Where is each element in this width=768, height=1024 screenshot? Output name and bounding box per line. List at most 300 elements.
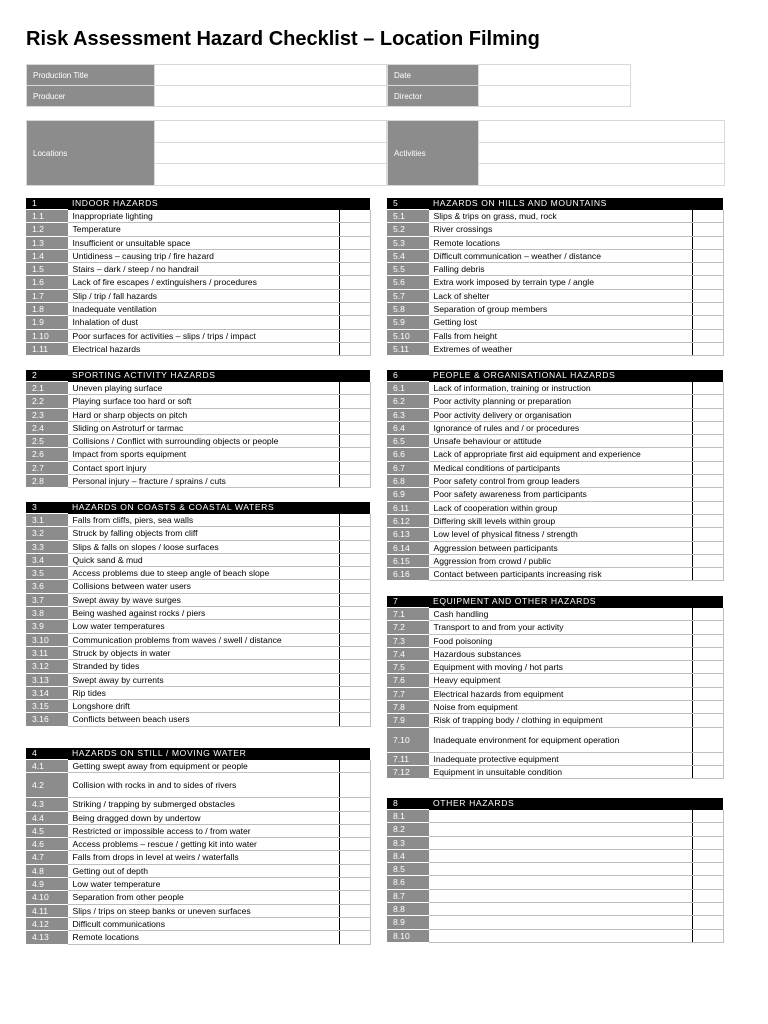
section-equipment-hazards xyxy=(387,596,724,779)
hazard-description: Equipment in unsuitable condition xyxy=(428,765,692,778)
hazard-check-cell[interactable] xyxy=(339,931,370,944)
section-header xyxy=(26,748,370,760)
hazard-row xyxy=(387,303,723,316)
hazard-description: Transport to and from your activity xyxy=(428,621,692,634)
hazard-check-cell[interactable] xyxy=(692,342,723,355)
hazard-description: Longshore drift xyxy=(67,700,339,713)
hazard-check-cell[interactable] xyxy=(692,621,723,634)
section-title: SPORTING ACTIVITY HAZARDS xyxy=(67,370,370,382)
hazard-check-cell[interactable] xyxy=(692,488,723,501)
hazard-row xyxy=(26,553,370,566)
hazard-check-cell[interactable] xyxy=(692,382,723,395)
hazard-number: 6.9 xyxy=(387,488,428,501)
hazard-check-cell[interactable] xyxy=(339,838,370,851)
hazard-number: 2.7 xyxy=(26,461,67,474)
section-header xyxy=(387,370,723,382)
hazard-check-cell[interactable] xyxy=(339,210,370,223)
hazard-check-cell[interactable] xyxy=(339,395,370,408)
hazard-check-cell[interactable] xyxy=(692,249,723,262)
hazard-description: Lack of appropriate first aid equipment and experience xyxy=(428,448,692,461)
hazard-number: 3.14 xyxy=(26,686,67,699)
hazard-number: 3.4 xyxy=(26,553,67,566)
hazard-check-cell[interactable] xyxy=(339,223,370,236)
hazard-check-cell[interactable] xyxy=(339,713,370,726)
locations-field-1[interactable] xyxy=(155,121,387,143)
hazard-description: Poor activity delivery or organisation xyxy=(428,408,692,421)
hazard-number: 1.1 xyxy=(26,210,67,223)
hazard-number: 1.9 xyxy=(26,316,67,329)
hazard-row xyxy=(387,647,723,660)
section-sporting-activity-hazards xyxy=(26,370,371,488)
section-title: EQUIPMENT AND OTHER HAZARDS xyxy=(428,596,723,608)
hazard-check-cell[interactable] xyxy=(692,889,723,902)
hazard-number: 4.9 xyxy=(26,878,67,891)
hazard-row xyxy=(26,263,370,276)
hazard-description[interactable] xyxy=(428,876,692,889)
hazard-row xyxy=(26,395,370,408)
hazard-description: Hard or sharp objects on pitch xyxy=(67,408,339,421)
hazard-row xyxy=(387,475,723,488)
hazard-check-cell[interactable] xyxy=(692,727,723,752)
hazard-row xyxy=(26,864,370,877)
hazard-number: 3.11 xyxy=(26,646,67,659)
hazard-description[interactable] xyxy=(428,889,692,902)
hazard-number: 4.5 xyxy=(26,824,67,837)
hazard-description: Stranded by tides xyxy=(67,660,339,673)
page-title: Risk Assessment Hazard Checklist – Location Filming xyxy=(26,28,540,50)
hazard-check-cell[interactable] xyxy=(339,686,370,699)
hazard-row xyxy=(26,329,370,342)
hazard-description: Temperature xyxy=(67,223,339,236)
hazard-number: 7.7 xyxy=(387,687,428,700)
hazard-number: 5.11 xyxy=(387,342,428,355)
hazard-number: 3.2 xyxy=(26,527,67,540)
hazard-check-cell[interactable] xyxy=(339,342,370,355)
hazard-row xyxy=(26,798,370,811)
hazard-number: 5.9 xyxy=(387,316,428,329)
hazard-check-cell[interactable] xyxy=(692,475,723,488)
hazard-check-cell[interactable] xyxy=(339,864,370,877)
section-other-hazards xyxy=(387,798,724,943)
hazard-check-cell[interactable] xyxy=(692,223,723,236)
locations-field-2[interactable] xyxy=(155,142,387,164)
hazard-check-cell[interactable] xyxy=(692,514,723,527)
hazard-check-cell[interactable] xyxy=(339,263,370,276)
hazard-row xyxy=(387,752,723,765)
hazard-description: Heavy equipment xyxy=(428,674,692,687)
hazard-description: Impact from sports equipment xyxy=(67,448,339,461)
hazard-description: Getting out of depth xyxy=(67,864,339,877)
hazard-description: Inhalation of dust xyxy=(67,316,339,329)
hazard-row xyxy=(387,903,723,916)
hazard-number: 5.4 xyxy=(387,249,428,262)
hazard-row xyxy=(387,210,723,223)
hazard-check-cell[interactable] xyxy=(692,634,723,647)
hazard-row xyxy=(387,435,723,448)
hazard-row xyxy=(387,916,723,929)
hazard-description[interactable] xyxy=(428,823,692,836)
hazard-check-cell[interactable] xyxy=(339,316,370,329)
hazard-number: 6.16 xyxy=(387,568,428,581)
hazard-row xyxy=(26,461,370,474)
hazard-check-cell[interactable] xyxy=(339,673,370,686)
hazard-check-cell[interactable] xyxy=(339,527,370,540)
hazard-number: 6.15 xyxy=(387,554,428,567)
hazard-number: 4.13 xyxy=(26,931,67,944)
hazard-description: Slips & trips on grass, mud, rock xyxy=(428,210,692,223)
hazard-number: 3.16 xyxy=(26,713,67,726)
hazard-row xyxy=(387,276,723,289)
hazard-row xyxy=(26,342,370,355)
hazard-row xyxy=(26,580,370,593)
hazard-number: 1.3 xyxy=(26,236,67,249)
hazard-number: 1.11 xyxy=(26,342,67,355)
hazard-check-cell[interactable] xyxy=(339,580,370,593)
hazard-check-cell[interactable] xyxy=(692,329,723,342)
hazard-description: Inappropriate lighting xyxy=(67,210,339,223)
hazard-row xyxy=(387,876,723,889)
hazard-row xyxy=(26,223,370,236)
hazard-check-cell[interactable] xyxy=(339,760,370,773)
hazard-check-cell[interactable] xyxy=(692,421,723,434)
section-number: 5 xyxy=(387,198,428,210)
hazard-row xyxy=(387,863,723,876)
hazard-check-cell[interactable] xyxy=(692,810,723,823)
section-header xyxy=(387,798,723,810)
hazard-row xyxy=(26,700,370,713)
hazard-description: Rip tides xyxy=(67,686,339,699)
hazard-description: Electrical hazards from equipment xyxy=(428,687,692,700)
hazard-check-cell[interactable] xyxy=(339,824,370,837)
hazard-row xyxy=(387,727,723,752)
section-header xyxy=(26,370,370,382)
hazard-check-cell[interactable] xyxy=(692,929,723,942)
hazard-check-cell[interactable] xyxy=(339,904,370,917)
director-field[interactable] xyxy=(479,86,631,107)
hazard-check-cell[interactable] xyxy=(339,475,370,488)
hazard-description: Collisions between water users xyxy=(67,580,339,593)
hazard-number: 6.4 xyxy=(387,421,428,434)
hazard-number: 2.4 xyxy=(26,421,67,434)
hazard-check-cell[interactable] xyxy=(339,646,370,659)
hazard-number: 3.5 xyxy=(26,567,67,580)
hazard-number: 5.1 xyxy=(387,210,428,223)
hazard-number: 2.2 xyxy=(26,395,67,408)
activities-field-2[interactable] xyxy=(479,142,725,164)
hazard-check-cell[interactable] xyxy=(692,408,723,421)
hazard-row xyxy=(387,316,723,329)
hazard-check-cell[interactable] xyxy=(692,448,723,461)
activities-field-3[interactable] xyxy=(479,164,725,186)
hazard-description: Inadequate environment for equipment operation xyxy=(428,727,692,752)
hazard-check-cell[interactable] xyxy=(692,661,723,674)
hazard-description: Separation from other people xyxy=(67,891,339,904)
hazard-number: 7.12 xyxy=(387,765,428,778)
hazard-check-cell[interactable] xyxy=(692,501,723,514)
hazard-check-cell[interactable] xyxy=(339,540,370,553)
hazard-row xyxy=(26,289,370,302)
hazard-check-cell[interactable] xyxy=(692,765,723,778)
hazard-number: 7.8 xyxy=(387,701,428,714)
hazard-description: Sliding on Astroturf or tarmac xyxy=(67,421,339,434)
hazard-number: 6.13 xyxy=(387,528,428,541)
hazard-description: Ignorance of rules and / or procedures xyxy=(428,421,692,434)
hazard-check-cell[interactable] xyxy=(339,289,370,302)
hazard-row xyxy=(26,686,370,699)
production-title-field[interactable] xyxy=(155,65,387,86)
hazard-check-cell[interactable] xyxy=(339,461,370,474)
hazard-check-cell[interactable] xyxy=(692,554,723,567)
hazard-number: 3.15 xyxy=(26,700,67,713)
hazard-number: 3.9 xyxy=(26,620,67,633)
hazard-description: Inadequate protective equipment xyxy=(428,752,692,765)
section-header xyxy=(26,198,370,210)
hazard-check-cell[interactable] xyxy=(692,316,723,329)
hazard-check-cell[interactable] xyxy=(339,553,370,566)
hazard-row xyxy=(387,714,723,727)
hazard-description: Low level of physical fitness / strength xyxy=(428,528,692,541)
hazard-check-cell[interactable] xyxy=(339,851,370,864)
hazard-description: Hazardous substances xyxy=(428,647,692,660)
hazard-check-cell[interactable] xyxy=(692,752,723,765)
hazard-row xyxy=(387,687,723,700)
hazard-check-cell[interactable] xyxy=(692,714,723,727)
hazard-check-cell[interactable] xyxy=(339,607,370,620)
hazard-description: Contact between participants increasing risk xyxy=(428,568,692,581)
hazard-number: 3.3 xyxy=(26,540,67,553)
hazard-check-cell[interactable] xyxy=(339,633,370,646)
hazard-description: River crossings xyxy=(428,223,692,236)
hazard-description: Remote locations xyxy=(67,931,339,944)
hazard-description: Swept away by wave surges xyxy=(67,593,339,606)
hazard-check-cell[interactable] xyxy=(339,435,370,448)
hazard-check-cell[interactable] xyxy=(692,236,723,249)
section-title: HAZARDS ON COASTS & COASTAL WATERS xyxy=(67,502,370,514)
hazard-check-cell[interactable] xyxy=(339,329,370,342)
hazard-check-cell[interactable] xyxy=(692,863,723,876)
hazard-number: 1.10 xyxy=(26,329,67,342)
hazard-check-cell[interactable] xyxy=(692,701,723,714)
section-number: 6 xyxy=(387,370,428,382)
hazard-check-cell[interactable] xyxy=(339,660,370,673)
hazard-check-cell[interactable] xyxy=(692,276,723,289)
hazard-check-cell[interactable] xyxy=(692,687,723,700)
hazard-row xyxy=(387,329,723,342)
hazard-number: 8.5 xyxy=(387,863,428,876)
hazard-check-cell[interactable] xyxy=(692,395,723,408)
hazard-check-cell[interactable] xyxy=(692,903,723,916)
hazard-description: Extremes of weather xyxy=(428,342,692,355)
hazard-row xyxy=(387,929,723,942)
hazard-check-cell[interactable] xyxy=(339,700,370,713)
hazard-description: Personal injury – fracture / sprains / cuts xyxy=(67,475,339,488)
hazard-check-cell[interactable] xyxy=(692,461,723,474)
date-label: Date xyxy=(388,65,479,86)
hazard-row xyxy=(26,904,370,917)
director-label: Director xyxy=(388,86,479,107)
hazard-number: 3.8 xyxy=(26,607,67,620)
hazard-description[interactable] xyxy=(428,903,692,916)
hazard-number: 7.3 xyxy=(387,634,428,647)
date-field[interactable] xyxy=(479,65,631,86)
hazard-check-cell[interactable] xyxy=(692,849,723,862)
hazard-row xyxy=(387,236,723,249)
hazard-number: 5.8 xyxy=(387,303,428,316)
activities-field-1[interactable] xyxy=(479,121,725,143)
hazard-row xyxy=(387,889,723,902)
hazard-description: Unsafe behaviour or attitude xyxy=(428,435,692,448)
hazard-check-cell[interactable] xyxy=(339,448,370,461)
hazard-number: 1.2 xyxy=(26,223,67,236)
hazard-check-cell[interactable] xyxy=(692,568,723,581)
hazard-description[interactable] xyxy=(428,863,692,876)
hazard-number: 5.3 xyxy=(387,236,428,249)
hazard-row xyxy=(26,567,370,580)
hazard-number: 7.5 xyxy=(387,661,428,674)
hazard-number: 6.14 xyxy=(387,541,428,554)
hazard-row xyxy=(26,851,370,864)
hazard-row xyxy=(387,488,723,501)
hazard-check-cell[interactable] xyxy=(339,917,370,930)
hazard-number: 1.7 xyxy=(26,289,67,302)
hazard-check-cell[interactable] xyxy=(339,891,370,904)
hazard-check-cell[interactable] xyxy=(339,878,370,891)
hazard-check-cell[interactable] xyxy=(339,303,370,316)
hazard-description[interactable] xyxy=(428,836,692,849)
hazard-check-cell[interactable] xyxy=(339,514,370,527)
section-title: INDOOR HAZARDS xyxy=(67,198,370,210)
hazard-check-cell[interactable] xyxy=(692,836,723,849)
hazard-number: 1.8 xyxy=(26,303,67,316)
hazard-check-cell[interactable] xyxy=(339,421,370,434)
hazard-check-cell[interactable] xyxy=(692,674,723,687)
hazard-check-cell[interactable] xyxy=(692,916,723,929)
hazard-row xyxy=(26,713,370,726)
hazard-check-cell[interactable] xyxy=(692,303,723,316)
hazard-row xyxy=(387,661,723,674)
hazard-number: 8.4 xyxy=(387,849,428,862)
locations-label: Locations xyxy=(27,121,155,186)
date-director-table xyxy=(387,64,631,107)
hazard-row xyxy=(26,673,370,686)
section-number: 7 xyxy=(387,596,428,608)
hazard-row xyxy=(26,633,370,646)
hazard-description: Difficult communications xyxy=(67,917,339,930)
hazard-row xyxy=(26,435,370,448)
hazard-check-cell[interactable] xyxy=(692,876,723,889)
hazard-row xyxy=(26,303,370,316)
producer-field[interactable] xyxy=(155,86,387,107)
hazard-check-cell[interactable] xyxy=(339,620,370,633)
hazard-number: 4.1 xyxy=(26,760,67,773)
hazard-description: Getting lost xyxy=(428,316,692,329)
locations-field-3[interactable] xyxy=(155,164,387,186)
hazard-check-cell[interactable] xyxy=(339,593,370,606)
hazard-description: Falls from height xyxy=(428,329,692,342)
hazard-description[interactable] xyxy=(428,810,692,823)
section-header xyxy=(26,502,370,514)
hazard-check-cell[interactable] xyxy=(339,249,370,262)
hazard-number: 1.6 xyxy=(26,276,67,289)
hazard-check-cell[interactable] xyxy=(339,382,370,395)
hazard-description: Conflicts between beach users xyxy=(67,713,339,726)
section-title: PEOPLE & ORGANISATIONAL HAZARDS xyxy=(428,370,723,382)
hazard-description: Differing skill levels within group xyxy=(428,514,692,527)
hazard-number: 3.10 xyxy=(26,633,67,646)
hazard-number: 7.9 xyxy=(387,714,428,727)
hazard-check-cell[interactable] xyxy=(692,608,723,621)
hazard-description: Poor activity planning or preparation xyxy=(428,395,692,408)
hazard-number: 4.11 xyxy=(26,904,67,917)
section-water-hazards xyxy=(26,748,371,945)
hazard-number: 7.1 xyxy=(387,608,428,621)
hazard-description: Struck by falling objects from cliff xyxy=(67,527,339,540)
hazard-row xyxy=(26,593,370,606)
hazard-row xyxy=(26,527,370,540)
hazard-check-cell[interactable] xyxy=(339,408,370,421)
hazard-row xyxy=(26,773,370,798)
hazard-row xyxy=(387,382,723,395)
hazard-check-cell[interactable] xyxy=(692,541,723,554)
hazard-description: Being washed against rocks / piers xyxy=(67,607,339,620)
hazard-row xyxy=(26,931,370,944)
hazard-row xyxy=(387,608,723,621)
hazard-check-cell[interactable] xyxy=(339,773,370,798)
hazard-number: 2.1 xyxy=(26,382,67,395)
hazard-number: 4.10 xyxy=(26,891,67,904)
hazard-check-cell[interactable] xyxy=(692,528,723,541)
hazard-number: 6.7 xyxy=(387,461,428,474)
hazard-row xyxy=(26,514,370,527)
hazard-number: 4.2 xyxy=(26,773,67,798)
hazard-check-cell[interactable] xyxy=(692,435,723,448)
hazard-row xyxy=(26,421,370,434)
hazard-description: Stairs – dark / steep / no handrail xyxy=(67,263,339,276)
hazard-check-cell[interactable] xyxy=(339,276,370,289)
hazard-description: Uneven playing surface xyxy=(67,382,339,395)
hazard-row xyxy=(26,838,370,851)
hazard-description: Swept away by currents xyxy=(67,673,339,686)
hazard-number: 5.5 xyxy=(387,263,428,276)
hazard-description[interactable] xyxy=(428,849,692,862)
hazard-row xyxy=(26,475,370,488)
section-hills-mountains-hazards xyxy=(387,198,724,356)
hazard-description[interactable] xyxy=(428,929,692,942)
hazard-check-cell[interactable] xyxy=(692,289,723,302)
section-indoor-hazards xyxy=(26,198,371,356)
hazard-check-cell[interactable] xyxy=(692,647,723,660)
hazard-check-cell[interactable] xyxy=(692,823,723,836)
hazard-description: Inadequate ventilation xyxy=(67,303,339,316)
hazard-row xyxy=(26,316,370,329)
hazard-check-cell[interactable] xyxy=(339,567,370,580)
section-number: 2 xyxy=(26,370,67,382)
hazard-number: 8.9 xyxy=(387,916,428,929)
hazard-description[interactable] xyxy=(428,916,692,929)
hazard-row xyxy=(26,276,370,289)
hazard-description: Slip / trip / fall hazards xyxy=(67,289,339,302)
hazard-check-cell[interactable] xyxy=(339,798,370,811)
hazard-number: 2.3 xyxy=(26,408,67,421)
hazard-description: Electrical hazards xyxy=(67,342,339,355)
hazard-check-cell[interactable] xyxy=(339,811,370,824)
hazard-row xyxy=(387,765,723,778)
hazard-description: Falls from drops in level at weirs / waterfalls xyxy=(67,851,339,864)
hazard-check-cell[interactable] xyxy=(692,210,723,223)
hazard-description: Aggression between participants xyxy=(428,541,692,554)
hazard-check-cell[interactable] xyxy=(692,263,723,276)
hazard-check-cell[interactable] xyxy=(339,236,370,249)
